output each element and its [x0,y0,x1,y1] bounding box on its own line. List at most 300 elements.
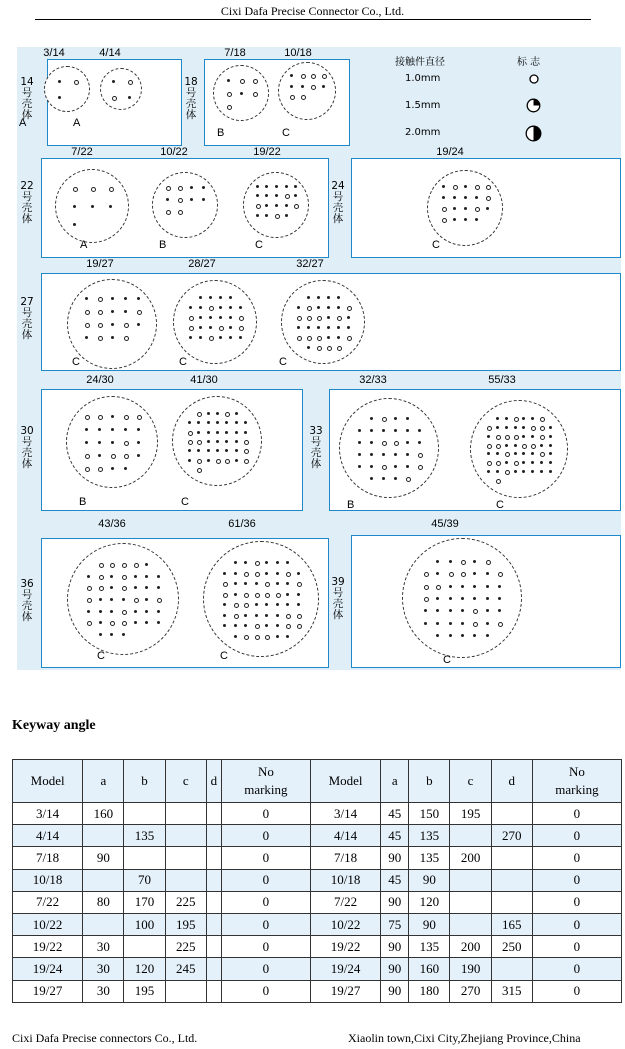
contact-pin [197,431,200,434]
contact-pin [239,306,242,309]
insert-variant-label: A [73,117,81,129]
contact-pin [110,575,113,578]
contact-pin [255,561,260,566]
contact-pin [540,444,543,447]
connector-face-diagram [55,169,129,243]
contact-pin [370,465,373,468]
contact-pin [514,426,517,429]
half-filled-circle-icon [525,125,542,142]
connector-model-label: 19/24 [436,146,464,158]
contact-pin [234,614,239,619]
contact-pin [442,185,445,188]
contact-pin [134,598,139,603]
contact-pin [98,415,103,420]
contact-pin [275,185,278,188]
contact-pin [189,336,192,339]
legend-diameter-3: 2.0mm [405,127,441,138]
contact-pin [514,435,519,440]
contact-pin [223,624,226,627]
contact-pin [505,426,508,429]
contact-pin [461,609,464,612]
table-cell: 225 [165,936,206,958]
contact-pin [240,79,245,84]
contact-pin [442,207,447,212]
contact-pin [137,323,140,326]
connector-face-diagram [172,396,262,486]
page-header: Cixi Dafa Precise Connector Co., Ltd. [220,4,405,18]
contact-pin [265,635,270,640]
contact-pin [110,586,113,589]
contact-pin [337,306,340,309]
table-cell: 120 [409,891,450,913]
contact-pin [188,440,193,445]
contact-pin [549,444,552,447]
table-cell: 160 [83,803,124,825]
contact-pin [111,467,114,470]
header-divider [35,19,591,20]
contact-pin [190,186,193,189]
contact-pin [265,624,268,627]
insert-variant-label: C [496,499,504,511]
contact-pin [436,609,439,612]
contact-pin [111,428,114,431]
contact-pin [394,453,397,456]
contact-pin [216,440,219,443]
contact-pin [496,452,499,455]
contact-pin [549,426,552,429]
contact-pin [188,459,191,462]
table-cell: 165 [491,913,532,935]
contact-pin [234,572,237,575]
contact-pin [122,598,125,601]
contact-pin [337,346,342,351]
contact-pin [134,563,139,568]
contact-pin [317,296,320,299]
table-cell: 100 [124,913,165,935]
table-header-cell: a [381,760,409,803]
contact-pin [406,453,409,456]
contact-pin [290,85,293,88]
contact-pin [227,92,232,97]
contact-pin [496,444,501,449]
contact-pin [461,572,466,577]
contact-pin [209,336,214,341]
contact-pin [406,477,411,482]
table-cell [206,891,221,913]
contact-pin [461,622,464,625]
contact-pin [124,441,129,446]
contact-pin [265,561,268,564]
contact-pin [223,572,226,575]
contact-pin [58,96,61,99]
contact-pin [285,204,288,207]
contact-pin [91,187,96,192]
contact-pin [244,431,247,434]
table-cell [83,825,124,847]
table-header-cell: b [409,760,450,803]
contact-pin [496,470,499,473]
table-cell: 0 [532,891,621,913]
contact-pin [265,572,268,575]
contact-pin [522,452,525,455]
contact-pin [453,185,458,190]
table-header-cell: No marking [221,760,310,803]
connector-face-diagram [66,396,158,488]
table-cell: 19/27 [13,980,83,1002]
table-cell [165,847,206,869]
contact-pin [540,452,545,457]
keyway-angle-table [12,759,622,1003]
contact-pin [235,449,238,452]
contact-pin [286,603,289,606]
contact-pin [209,296,212,299]
table-header-cell: Model [310,760,380,803]
footer-company: Cixi Dafa Precise connectors Co., Ltd. [12,1031,198,1045]
contact-pin [199,306,202,309]
insert-variant-label: A [80,239,88,251]
contact-pin [157,598,162,603]
contact-pin [244,614,247,617]
contact-pin [87,598,92,603]
connector-face-diagram [243,172,309,238]
contact-pin [487,461,492,466]
contact-pin [285,194,290,199]
contact-pin [223,614,226,617]
contact-pin [128,80,133,85]
contact-pin [505,417,508,420]
table-header-cell: d [206,760,221,803]
contact-pin [486,585,489,588]
contact-pin [85,428,88,431]
table-cell: 3/14 [310,803,380,825]
contact-pin [219,336,222,339]
connector-model-label: 10/22 [160,146,188,158]
contact-pin [157,610,160,613]
table-cell: 120 [124,958,165,980]
contact-pin [449,572,454,577]
table-row [13,958,622,980]
table-cell: 195 [124,980,165,1002]
contact-pin [87,586,92,591]
contact-pin [234,561,237,564]
table-row [13,936,622,958]
contact-pin [436,634,439,637]
table-cell: 200 [450,936,491,958]
contact-pin [347,336,352,341]
contact-pin [87,575,90,578]
contact-pin [505,461,508,464]
contact-pin [74,80,79,85]
contact-pin [189,326,194,331]
insert-variant-label: C [282,127,290,139]
table-cell: 135 [409,825,450,847]
contact-pin [322,85,325,88]
legend-col-marking: 标 志 [517,57,541,68]
table-cell: 225 [165,891,206,913]
contact-pin [134,575,137,578]
table-row [13,980,622,1002]
contact-pin [522,426,525,429]
contact-pin [505,444,508,447]
table-cell: 0 [532,847,621,869]
contact-pin [540,426,545,431]
table-cell: 245 [165,958,206,980]
contact-pin [244,624,247,627]
contact-pin [111,441,114,444]
contact-pin [227,105,232,110]
insert-variant-label: C [72,356,80,368]
contact-pin [87,610,90,613]
table-row [13,891,622,913]
connector-model-label: 43/36 [98,518,126,530]
contact-pin [166,186,171,191]
contact-pin [244,582,247,585]
contact-pin [73,187,78,192]
contact-pin [202,186,205,189]
contact-pin [486,597,489,600]
contact-pin [110,598,113,601]
connector-model-label: 10/18 [284,47,312,59]
connector-face-diagram [173,280,257,364]
table-cell: 90 [409,869,450,891]
contact-pin [297,572,300,575]
contact-pin [99,586,104,591]
insert-variant-label: C [432,239,440,251]
contact-pin [358,429,361,432]
table-header-cell: c [450,760,491,803]
contact-pin [442,196,445,199]
contact-pin [473,609,478,614]
contact-pin [255,624,260,629]
contact-pin [475,207,480,212]
table-cell [206,980,221,1002]
contact-pin [406,417,409,420]
table-cell [124,936,165,958]
contact-pin [531,444,536,449]
table-cell [491,869,532,891]
contact-pin [276,624,279,627]
contact-pin [473,572,476,575]
contact-pin [394,477,397,480]
table-cell: 0 [221,936,310,958]
contact-pin [229,326,232,329]
contact-pin [540,470,543,473]
insert-variant-label: C [255,239,263,251]
table-cell: 3/14 [13,803,83,825]
contact-pin [498,585,501,588]
table-cell: 0 [221,803,310,825]
contact-pin [475,185,480,190]
contact-pin [498,622,503,627]
table-cell: 30 [83,980,124,1002]
contact-pin [522,444,527,449]
contact-pin [255,603,258,606]
contact-pin [58,80,61,83]
table-row [13,803,622,825]
contact-pin [436,622,439,625]
contact-pin [358,465,361,468]
contact-pin [294,194,297,197]
contact-pin [207,421,210,424]
contact-pin [189,316,194,321]
contact-pin [199,296,202,299]
contact-pin [418,453,423,458]
contact-pin [255,572,260,577]
contact-pin [276,614,279,617]
insert-variant-label: B [79,496,87,508]
contact-pin [297,603,300,606]
contact-pin [311,85,316,90]
table-cell: 0 [221,958,310,980]
contact-pin [91,205,94,208]
contact-pin [111,336,114,339]
contact-pin [549,470,552,473]
contact-pin [337,316,342,321]
contact-pin [207,449,210,452]
table-cell: 90 [409,913,450,935]
contact-pin [265,614,268,617]
table-cell [491,803,532,825]
contact-pin [394,417,397,420]
contact-pin [85,310,90,315]
contact-pin [110,621,115,626]
contact-pin [337,336,340,339]
contact-pin [382,465,387,470]
contact-pin [297,593,300,596]
contact-pin [137,310,142,315]
table-cell: 195 [450,803,491,825]
contact-pin [540,461,543,464]
contact-pin [112,96,117,101]
contact-pin [461,560,466,565]
contact-pin [244,449,249,454]
contact-pin [244,603,249,608]
contact-pin [85,454,90,459]
contact-pin [157,586,160,589]
table-cell [165,869,206,891]
contact-pin [178,198,183,203]
contact-pin [244,561,247,564]
table-cell: 0 [221,869,310,891]
table-cell [124,803,165,825]
contact-pin [207,459,210,462]
contact-pin [285,214,288,217]
connector-model-label: 45/39 [431,518,459,530]
contact-pin [73,205,76,208]
table-row [13,869,622,891]
contact-pin [486,185,491,190]
table-cell [206,869,221,891]
contact-pin [209,306,214,311]
contact-pin [317,336,322,341]
contact-pin [461,585,464,588]
contact-pin [337,326,340,329]
contact-pin [358,441,361,444]
contact-pin [307,316,312,321]
contact-pin [382,477,385,480]
insert-variant-label: C [181,496,189,508]
contact-pin [486,207,489,210]
contact-pin [486,609,489,612]
contact-pin [265,582,270,587]
table-cell: 90 [381,891,409,913]
contact-pin [225,421,228,424]
table-cell: 19/22 [310,936,380,958]
contact-pin [370,453,373,456]
contact-pin [111,323,114,326]
contact-pin [137,428,140,431]
table-cell: 200 [450,847,491,869]
contact-pin [475,218,478,221]
contact-pin [322,74,327,79]
table-cell [83,913,124,935]
contact-pin [327,306,330,309]
contact-pin [265,214,268,217]
table-cell [206,825,221,847]
contact-pin [505,452,510,457]
insert-variant-label: C [97,650,105,662]
contact-pin [209,326,212,329]
contact-pin [219,316,222,319]
connector-face-diagram [67,279,157,369]
contact-pin [134,621,137,624]
contact-pin [110,563,115,568]
quarter-filled-circle-icon [526,98,541,113]
contact-pin [225,449,228,452]
contact-pin [276,593,281,598]
shell-size-label: 39 号 壳 体 [331,576,345,621]
table-cell: 90 [83,847,124,869]
connector-face-diagram [67,543,179,655]
connector-face-diagram [339,398,439,498]
contact-pin [317,346,322,351]
contact-pin [540,417,545,422]
contact-pin [464,196,467,199]
contact-pin [166,198,169,201]
table-cell: 0 [221,891,310,913]
contact-pin [522,461,525,464]
contact-pin [265,593,270,598]
contact-pin [234,603,239,608]
contact-pin [327,296,330,299]
table-cell: 4/14 [310,825,380,847]
contact-pin [487,426,492,431]
table-cell: 10/22 [310,913,380,935]
contact-pin [85,297,88,300]
contact-pin [178,210,183,215]
contact-pin [134,610,137,613]
contact-pin [406,429,409,432]
connector-face-diagram [44,66,90,112]
connector-face-diagram [470,400,568,498]
contact-pin [486,634,489,637]
connector-model-label: 61/36 [228,518,256,530]
table-cell: 160 [409,958,450,980]
table-cell: 90 [381,980,409,1002]
contact-pin [98,310,103,315]
table-cell: 90 [381,936,409,958]
table-cell: 10/18 [13,869,83,891]
contact-pin [234,593,237,596]
contact-pin [522,435,525,438]
table-cell: 7/22 [13,891,83,913]
contact-pin [122,586,127,591]
contact-pin [216,459,221,464]
insert-variant-label: A [19,117,27,129]
contact-pin [531,426,536,431]
contact-pin [197,449,200,452]
table-cell: 0 [221,825,310,847]
